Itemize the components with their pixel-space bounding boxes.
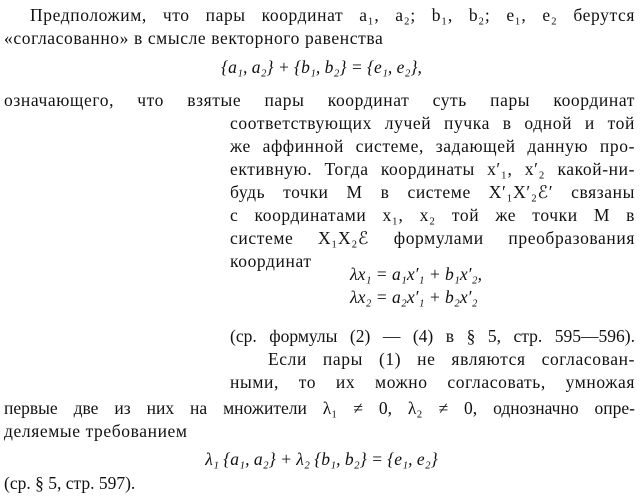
text-line-1: Предположим, что пары координат a₁, a₂; b₁, b₂; e₁, e₂ берутся bbox=[30, 5, 635, 25]
text-line-6: ективную. Тогда координаты x′₁, x′₂ какой-ни- bbox=[230, 159, 635, 179]
text-line-5: же аффинной системе, задающей данную про- bbox=[230, 136, 635, 156]
text-line-12: Если пары (1) не являются согласован- bbox=[268, 349, 635, 369]
text-line-3: означающего, что взятые пары координат суть пары координат bbox=[4, 90, 635, 110]
text-line-9: системе X₁X₂ℰ формулами преобразования bbox=[230, 228, 635, 248]
text-line-13: ными, то их можно согласовать, умножая bbox=[230, 372, 635, 392]
equation-transform-2: λx₂ = a₂x′₁ + b₂x′₂ bbox=[350, 287, 478, 307]
text-line-14: первые две из них на множители λ₁ ≠ 0, λ₂ ≠ 0, однозначно опре- bbox=[4, 398, 635, 418]
text-line-10: координат bbox=[230, 251, 312, 271]
equation-lambda: λ₁ {a₁, a₂} + λ₂ {b₁, b₂} = {e₁, e₂} bbox=[205, 449, 438, 469]
equation-transform-1: λx₁ = a₁x′₁ + b₁x′₂, bbox=[350, 264, 482, 284]
text-line-15: деляемые требованием bbox=[4, 421, 188, 441]
text-line-2: «согласованно» в смысле векторного равенства bbox=[4, 28, 384, 48]
text-line-16: (ср. § 5, стр. 597). bbox=[4, 473, 136, 493]
text-line-7: будь точки M в системе X′₁X′₂ℰ′ связаны bbox=[230, 182, 635, 202]
equation-vector-sum: {a₁, a₂} + {b₁, b₂} = {e₁, e₂}, bbox=[221, 57, 422, 77]
transform-equations bbox=[350, 263, 482, 309]
text-line-11: (ср. формулы (2) — (4) в § 5, стр. 595—596). bbox=[230, 326, 635, 346]
text-line-4: соответствующих лучей пучка в одной и той bbox=[230, 113, 635, 133]
text-line-8: с координатами x₁, x₂ той же точки M в bbox=[230, 205, 635, 225]
